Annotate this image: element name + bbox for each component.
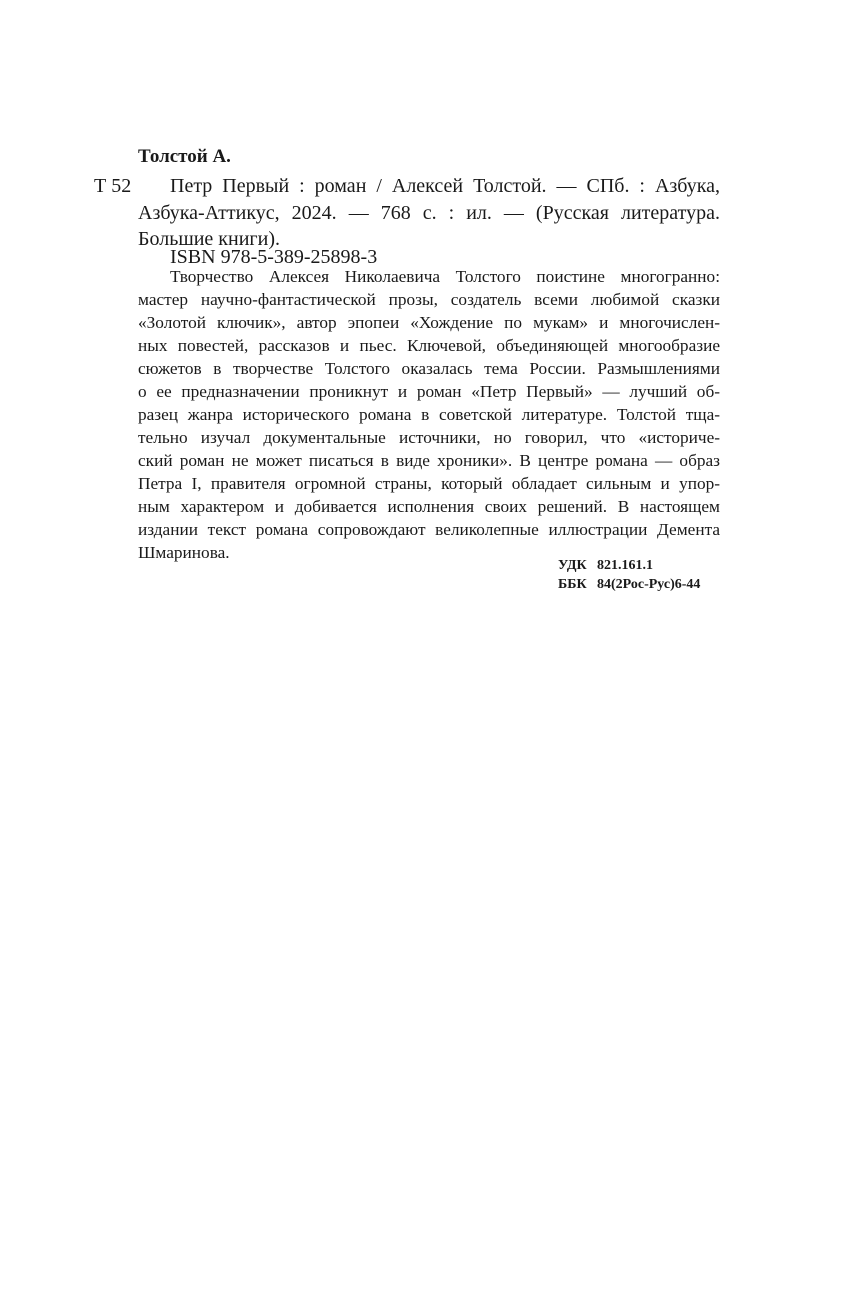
classification-block [558, 556, 700, 594]
bibliographic-line: Петр Первый : роман / Алексей Толстой. — СПб. : Азбука, [170, 175, 720, 197]
bbk-row [558, 575, 700, 594]
isbn: ISBN 978-5-389-25898-3 [170, 246, 378, 268]
udk-label: УДК [558, 558, 587, 573]
annotation-line: издании текст романа сопровождают великолепные иллюстрации Демента [138, 520, 720, 539]
annotation-line: тельно изучал документальные источники, но говорил, что «историче- [138, 428, 720, 447]
udk-value: 821.161.1 [597, 558, 653, 573]
annotation-line: мастер научно-фантастической прозы, создатель всеми любимой сказки [138, 290, 720, 309]
annotation-line: о ее предназначении проникнут и роман «Петр Первый» — лучший об- [138, 382, 720, 401]
author-heading: Толстой А. [138, 146, 231, 167]
annotation-line: ным характером и добивается исполнения своих решений. В настоящем [138, 497, 720, 516]
annotation-line: сюжетов в творчестве Толстого оказалась тема России. Размышлениями [138, 359, 720, 378]
annotation-line: Петра I, правителя огромной страны, который обладает сильным и упор- [138, 474, 720, 493]
catalog-code: Т 52 [94, 175, 132, 197]
annotation-line: Шмаринова. [138, 543, 230, 562]
bbk-label: ББК [558, 577, 587, 592]
annotation-line: разец жанра исторического романа в советской литературе. Толстой тща- [138, 405, 720, 424]
bibliographic-line: Азбука-Аттикус, 2024. — 768 с. : ил. — (Русская литература. [138, 202, 720, 224]
annotation-line: Творчество Алексея Николаевича Толстого поистине многогранно: [170, 267, 720, 286]
annotation-line: «Золотой ключик», автор эпопеи «Хождение по мукам» и многочислен- [138, 313, 720, 332]
udk-row [558, 556, 700, 575]
bbk-value: 84(2Рос-Рус)6-44 [597, 577, 701, 592]
bibliographic-line: Большие книги). [138, 228, 280, 250]
annotation-line: ский роман не может писаться в виде хроники». В центре романа — образ [138, 451, 720, 470]
annotation-line: ных повестей, рассказов и пьес. Ключевой, объединяющей многообразие [138, 336, 720, 355]
